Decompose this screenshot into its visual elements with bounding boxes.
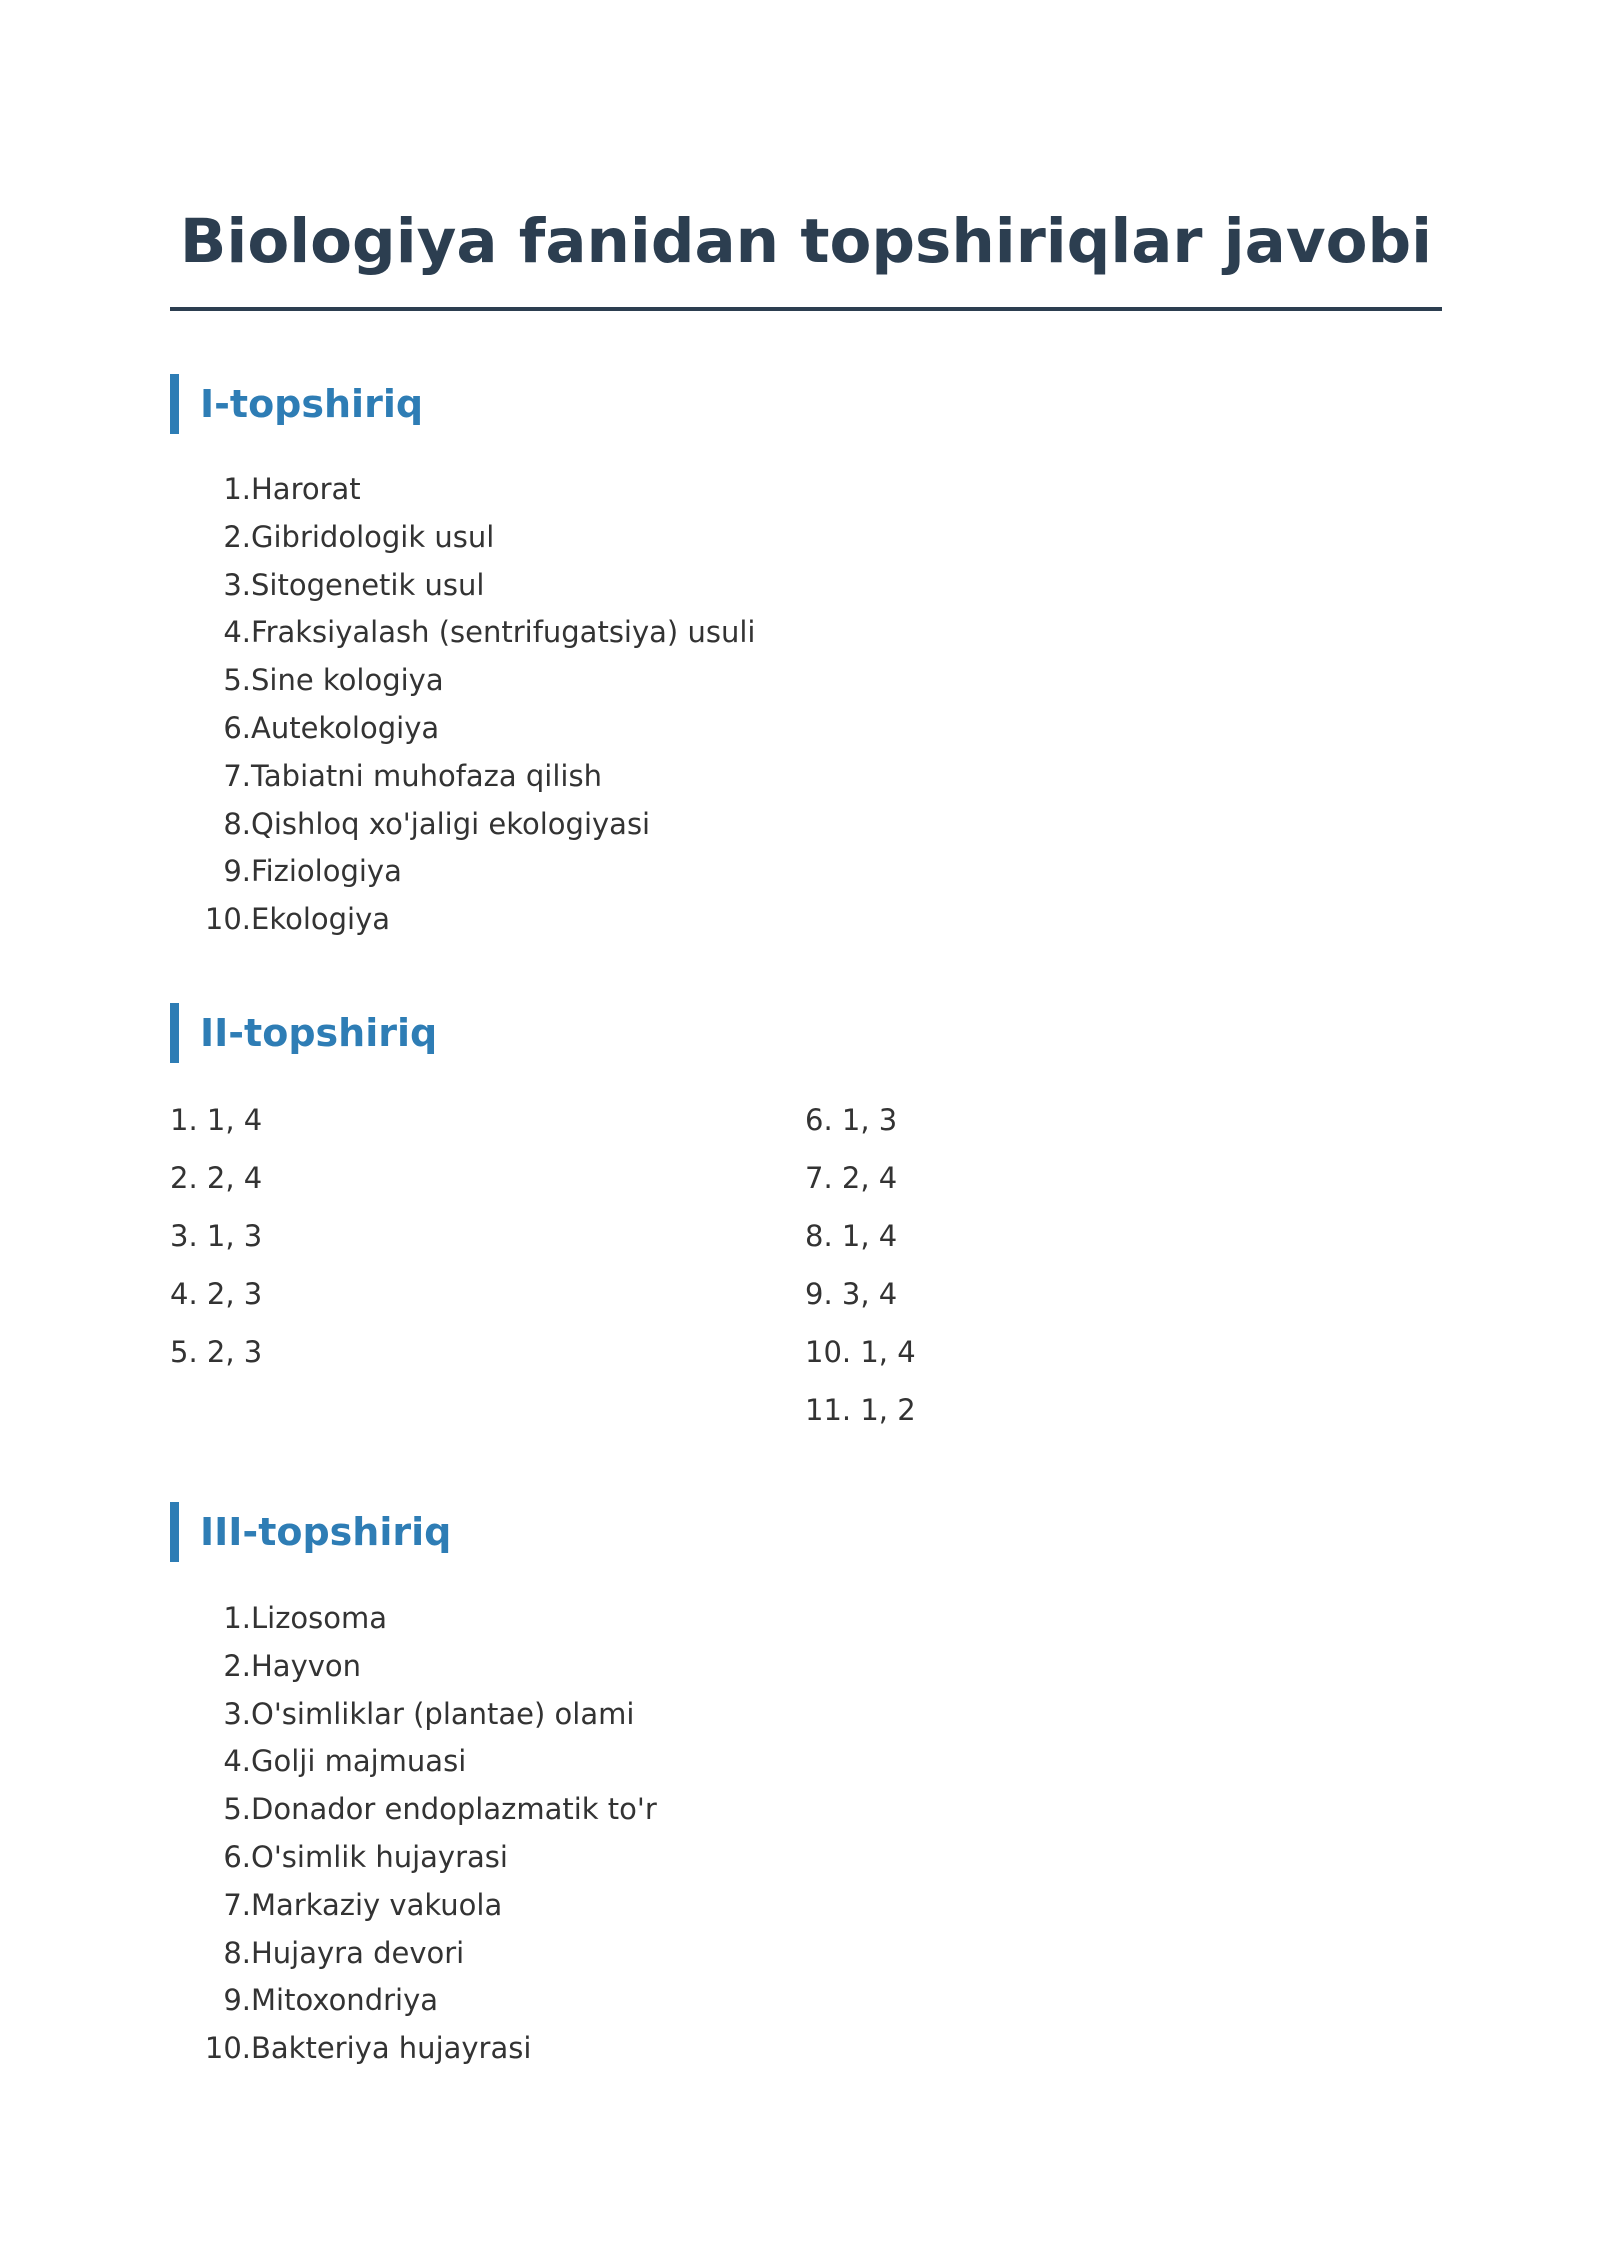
list-item (170, 1930, 657, 1978)
item-number: 5. (223, 1792, 251, 1827)
item-number: 4. (223, 615, 251, 650)
list-item (170, 609, 755, 657)
section-2-heading: II-topshiriq (170, 1003, 437, 1063)
item-number: 9. (223, 854, 251, 889)
item-text: O'simliklar (plantae) olami (251, 1696, 635, 1731)
list-item (170, 1786, 657, 1834)
item-number: 1. (223, 472, 251, 506)
item-number: 10. (204, 902, 251, 937)
list-item (170, 848, 755, 896)
item-number: 3. (223, 567, 251, 602)
item-text: Bakteriya hujayrasi (251, 2031, 532, 2066)
title-divider (170, 307, 1442, 311)
item-number: 7. (223, 1887, 251, 1922)
section-2-right-column (805, 1091, 916, 1439)
item-text: Tabiatni muhofaza qilish (251, 758, 602, 793)
list-item (170, 705, 755, 753)
item-number: 7. (223, 758, 251, 793)
answer-item: 4. 2, 3 (170, 1277, 263, 1311)
answer-item: 6. 1, 3 (805, 1103, 898, 1137)
item-text: Autekologiya (251, 710, 440, 745)
item-number: 4. (223, 1744, 251, 1779)
item-text: Hujayra devori (251, 1935, 465, 1970)
answer-item: 2. 2, 4 (170, 1161, 263, 1195)
item-text: Gibridologik usul (251, 519, 495, 554)
list-item (170, 514, 755, 562)
section-3-heading: III-topshiriq (170, 1502, 451, 1562)
item-number: 8. (223, 1935, 251, 1970)
section-3-list (170, 1595, 657, 2073)
item-number: 8. (223, 806, 251, 841)
item-number: 9. (223, 1983, 251, 2018)
list-item (170, 896, 755, 944)
item-number: 2. (223, 519, 251, 554)
list-item (170, 1882, 657, 1930)
list-item (170, 801, 755, 849)
answer-item: 3. 1, 3 (170, 1219, 263, 1253)
item-text: Donador endoplazmatik to'r (251, 1792, 657, 1827)
item-text: Fiziologiya (251, 854, 402, 889)
section-1-list (170, 466, 755, 944)
page-title: Biologiya fanidan topshiriqlar javobi (179, 206, 1433, 277)
item-number: 2. (223, 1648, 251, 1683)
list-item (170, 1977, 657, 2025)
list-item (170, 657, 755, 705)
section-2-left-column (170, 1091, 262, 1381)
item-number: 10. (204, 2031, 251, 2066)
list-item (170, 1834, 657, 1882)
item-number: 6. (223, 1839, 251, 1874)
list-item (170, 2025, 657, 2073)
list-item (170, 1595, 657, 1643)
answer-item: 5. 2, 3 (170, 1335, 263, 1369)
answer-item: 10. 1, 4 (805, 1335, 916, 1369)
item-text: Markaziy vakuola (251, 1887, 503, 1922)
item-text: Hayvon (251, 1648, 362, 1683)
answer-item: 9. 3, 4 (805, 1277, 898, 1311)
answer-item: 1. 1, 4 (170, 1103, 263, 1137)
item-text: Lizosoma (251, 1601, 388, 1635)
list-item (170, 753, 755, 801)
list-item (170, 562, 755, 610)
section-1-heading: I-topshiriq (170, 374, 423, 434)
answer-item: 8. 1, 4 (805, 1219, 898, 1253)
answer-item: 7. 2, 4 (805, 1161, 898, 1195)
list-item (170, 1643, 657, 1691)
item-text: Mitoxondriya (251, 1983, 439, 2018)
item-number: 5. (223, 663, 251, 698)
item-text: Sine kologiya (251, 663, 444, 698)
item-text: Sitogenetik usul (251, 567, 485, 602)
item-text: Qishloq xo'jaligi ekologiyasi (251, 806, 651, 841)
item-text: O'simlik hujayrasi (251, 1839, 508, 1874)
answer-item: 11. 1, 2 (805, 1393, 916, 1427)
item-text: Golji majmuasi (251, 1744, 467, 1779)
list-item (170, 1738, 657, 1786)
item-text: Fraksiyalash (sentrifugatsiya) usuli (251, 615, 756, 650)
item-number: 3. (223, 1696, 251, 1731)
item-text: Ekologiya (251, 902, 391, 937)
item-number: 6. (223, 710, 251, 745)
list-item (170, 1691, 657, 1739)
list-item (170, 466, 755, 514)
item-number: 1. (223, 1601, 251, 1635)
item-text: Harorat (251, 472, 361, 506)
